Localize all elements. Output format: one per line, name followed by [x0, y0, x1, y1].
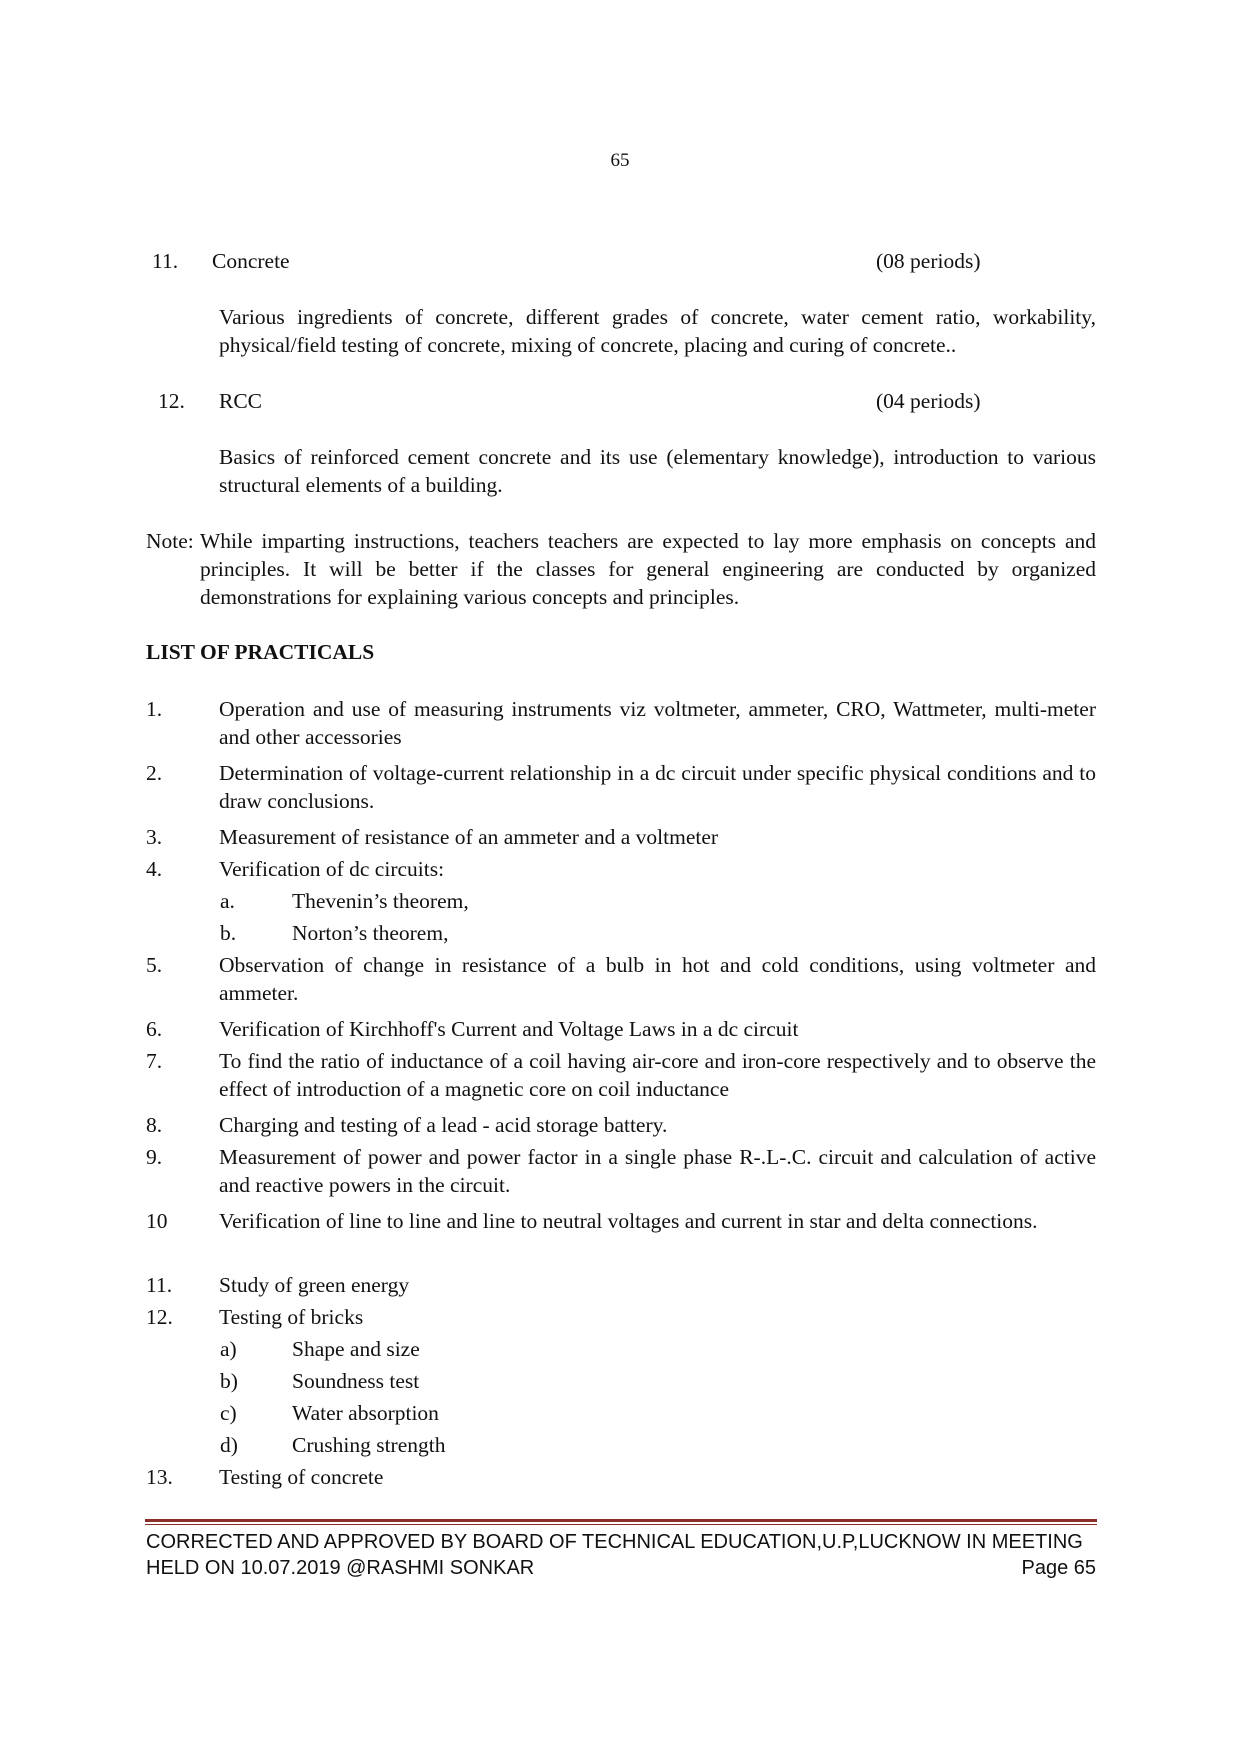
practicals-heading: LIST OF PRACTICALS	[146, 640, 375, 664]
practical-text: Determination of voltage-current relationship in a dc circuit under specific physical conditions and to draw conclusions.	[219, 761, 1096, 813]
practical-number: 12.	[146, 1305, 173, 1329]
page-footer	[146, 1529, 1096, 1581]
practical-number: 6.	[146, 1017, 163, 1041]
footer-line-1: CORRECTED AND APPROVED BY BOARD OF TECHNICAL EDUCATION,U.P,LUCKNOW IN MEETING	[146, 1531, 1083, 1553]
sub-item-letter: a.	[220, 889, 235, 913]
footer-page-label: Page 65	[1021, 1557, 1096, 1579]
practical-number: 1.	[146, 697, 163, 721]
practical-number: 5.	[146, 953, 163, 977]
practical-text: To find the ratio of inductance of a coil having air-core and iron-core respectively and to observe the effect of introduction of a magnetic core on coil inductance	[219, 1049, 1096, 1101]
section-body: Various ingredients of concrete, different grades of concrete, water cement ratio, workability, physical/field testing of concrete, mixing of concrete, placing and curing of concrete..	[219, 305, 1096, 357]
practical-number: 11.	[146, 1273, 173, 1297]
practical-text: Study of green energy	[219, 1273, 410, 1297]
page-number-top: 65	[610, 150, 630, 171]
footer-line-2	[146, 1555, 1096, 1581]
practical-number: 8.	[146, 1113, 163, 1137]
section-body: Basics of reinforced cement concrete and its use (elementary knowledge), introduction to various structural elements of a building.	[219, 445, 1096, 497]
practical-text: Observation of change in resistance of a bulb in hot and cold conditions, using voltmeter and ammeter.	[219, 953, 1096, 1005]
practical-number: 13.	[146, 1465, 173, 1489]
sub-item-letter: c)	[220, 1401, 237, 1425]
note-text: While imparting instructions, teachers teachers are expected to lay more emphasis on concepts and principles. It will be better if the classes for general engineering are conducted by organized demonstrations for explaining various concepts and principles.	[200, 529, 1096, 609]
footer-credit: HELD ON 10.07.2019 @RASHMI SONKAR	[146, 1557, 535, 1579]
sub-item-text: Norton’s theorem,	[292, 921, 449, 945]
sub-item-text: Water absorption	[292, 1401, 439, 1425]
note-label: Note:	[146, 529, 194, 553]
practical-text: Measurement of power and power factor in a single phase R-.L-.C. circuit and calculation of active and reactive powers in the circuit.	[219, 1145, 1096, 1197]
section-title: Concrete	[212, 249, 290, 273]
practical-text: Testing of concrete	[219, 1465, 384, 1489]
practical-number: 10	[146, 1209, 168, 1233]
practical-text: Verification of Kirchhoff's Current and Voltage Laws in a dc circuit	[219, 1017, 799, 1041]
practical-text: Verification of dc circuits:	[219, 857, 445, 881]
practical-number: 9.	[146, 1145, 163, 1169]
practical-text: Verification of line to line and line to neutral voltages and current in star and delta connections.	[219, 1209, 1038, 1233]
practical-text: Testing of bricks	[219, 1305, 364, 1329]
practical-text: Operation and use of measuring instruments viz voltmeter, ammeter, CRO, Wattmeter, multi-meter and other accessories	[219, 697, 1096, 749]
sub-item-text: Shape and size	[292, 1337, 420, 1361]
section-number: 12.	[158, 389, 185, 413]
section-number: 11.	[152, 249, 179, 273]
section-title: RCC	[219, 389, 263, 413]
section-periods: (08 periods)	[876, 249, 981, 273]
practical-text: Measurement of resistance of an ammeter and a voltmeter	[219, 825, 719, 849]
practical-number: 3.	[146, 825, 163, 849]
footer-rule-thin	[145, 1524, 1097, 1525]
footer-rule	[145, 1519, 1097, 1522]
sub-item-text: Thevenin’s theorem,	[292, 889, 469, 913]
sub-item-letter: d)	[220, 1433, 238, 1457]
sub-item-letter: b.	[220, 921, 237, 945]
sub-item-letter: b)	[220, 1369, 238, 1393]
practical-text: Charging and testing of a lead - acid storage battery.	[219, 1113, 668, 1137]
practical-number: 4.	[146, 857, 163, 881]
practical-number: 7.	[146, 1049, 163, 1073]
section-periods: (04 periods)	[876, 389, 981, 413]
sub-item-letter: a)	[220, 1337, 237, 1361]
sub-item-text: Crushing strength	[292, 1433, 446, 1457]
sub-item-text: Soundness test	[292, 1369, 420, 1393]
practical-number: 2.	[146, 761, 163, 785]
